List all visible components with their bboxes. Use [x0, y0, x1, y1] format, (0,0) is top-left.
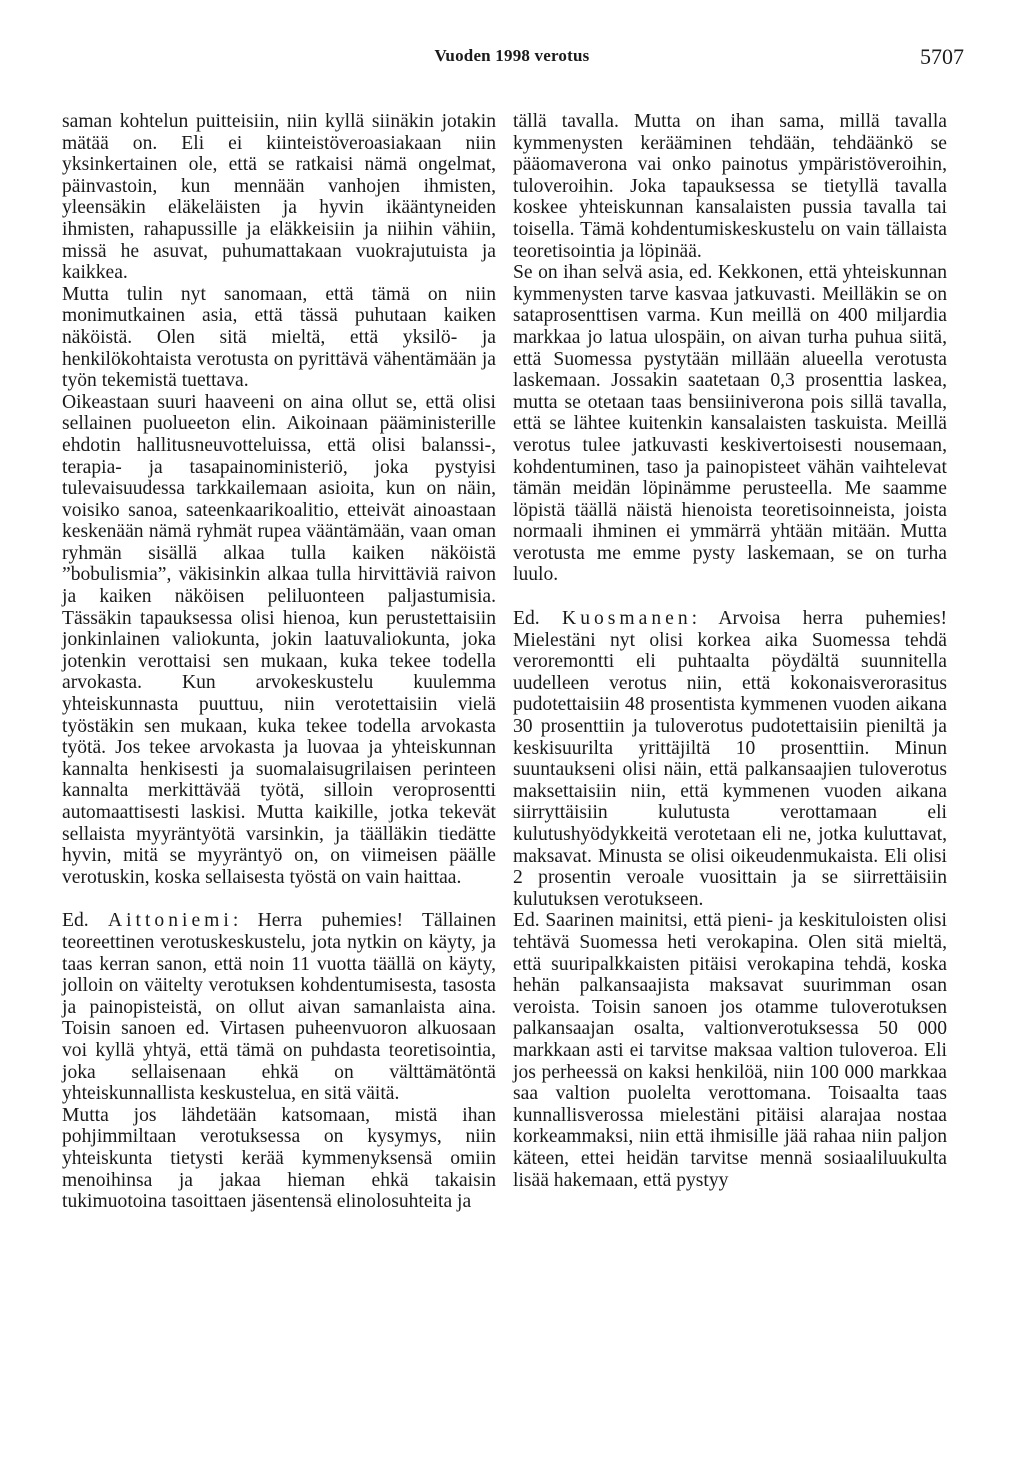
paragraph: saman kohtelun puitteisiin, niin kyllä siinäkin jotakin mätää on. Eli ei kiinteistöveroasiakaan niin yksinkertainen ole, että se ratkaisi nämä ongelmat, päinvastoin, kun mennään vanhojen ihmisten, yleensäkin eläkeläisten ja hyvin ikääntyneiden ihmisten, rahapussille ja eläkkeisiin ja niihin vähiin, missä he asuvat, puhumattakaan vuokrajutuista ja kaikkea. [62, 111, 496, 284]
paragraph: Mutta jos lähdetään katsomaan, mistä ihan pohjimmiltaan verotuksessa on kysymys, niin yhteiskunta tietysti kerää kymmenyksensä omiin menoihinsa ja jakaa hieman ehkä takaisin tukimuotoina tasoittaen jäsentensä elinolosuhteita ja [62, 1104, 496, 1213]
paragraph: Ed. Saarinen mainitsi, että pieni- ja keskituloisten olisi tehtävä Suomessa heti verokapina. Olen sitä mieltä, että suuripalkkaisten pitäisi verokapina tehdä, koska hehän palkansaajista maksavat suurimman osan veroista. Toisin sanoen jos otamme tuloverotuksen palkansaajan osalta, valtionverotuksessa 50 000 markkaan asti ei tarvitse maksaa valtion tuloveroa. Eli jos perheessä on kaksi henkilöä, niin 100 000 markkaa saa valtion puolelta verottomana. Toisaalta taas kunnallisverossa mielestäni pitäisi alarajaa nostaa korkeammaksi, niin että ihmisille jää rahaa niin paljon käteen, ettei heidän tarvitse mennä sosiaaliluukulta lisää hakemaan, että pystyy [513, 910, 947, 1191]
speech-text: : Arvoisa herra puhemies! Mielestäni nyt olisi korkea aika Suomessa tehdä veroremontti eli puhtaalta pöydältä suunnitella uudelleen verotus niin, että kokonaisverorasitus pudotettaisiin 48 prosentista kymmenen vuoden aikana 30 prosenttiin ja tuloverotus pudotettaisiin pieniltä ja keskisuurilta yrittäjiltä 10 prosenttiin. Minun suuntaukseni olisi näin, että palkansaajien tuloverotus maksettaisiin niin, että kymmenen vuoden aikana siirryttäisiin kulutusta verottamaan eli kulutushyödykkeitä verotetaan eli ne, jotka kuluttavat, maksavat. Minusta se olisi oikeudenmukaista. Eli olisi 2 prosentin veroale vuosittain ja se siirrettäisiin kulutuksen verotukseen. [513, 608, 948, 910]
speaker-name: Aittoniemi [107, 910, 233, 932]
speaker-prefix: Ed. [62, 910, 89, 932]
page-number: 5707 [920, 44, 964, 69]
running-title: Vuoden 1998 verotus [434, 46, 590, 65]
speaker-prefix: Ed. [513, 608, 540, 630]
paragraph: Oikeastaan suuri haaveeni on aina ollut se, että olisi sellainen puolueeton elin. Aikoinaan pääministerille ehdotin hallitusneuvotteluissa, että olisi balanssi-, terapia- ja tasapainoministeriö, joka pystyisi tulevaisuudessa tarkkailemaan asioita, kun on näin, voisiko sanoa, sateenkaarikoalitio, etteivät ainoastaan keskenään nämä ryhmät rupea vääntämään, vaan oman ryhmän sisällä alkaa tulla kaiken näköistä ”bobulismia”, väkisinkin alkaa tulla hirvittäviä raivon ja kaiken näköisen peliluonteen paljastumisia. Tässäkin tapauksessa olisi hienoa, kun perustettaisiin jonkinlainen valiokunta, jokin laatuvaliokunta, joka jotenkin verottaisi sen mukaan, kuka tekee todella arvokasta. Kun arvokeskustelu kuulemma yhteiskunnasta puuttuu, niin verotettaisiin vielä työstäkin sen mukaan, kuka tekee todella arvokasta työtä. Jos tekee arvokasta ja luovaa ja yhteiskunnan kannalta henkisesti ja suomalaisugrilaisen perinteen kannalta merkittävää työtä, silloin veroprosentti automaattisesti laskisi. Mutta kaikille, jotka tekevät sellaista myyräntyötä varsinkin, ja täälläkin tiedätte hyvin, mitä se myyräntyö on, on viimeisen päälle verotuskin, koska sellaisesta työstä on vain haittaa. [62, 391, 496, 888]
running-header [0, 44, 1024, 78]
speaker-name: Kuosmanen [562, 608, 692, 630]
paragraph: tällä tavalla. Mutta on ihan sama, millä tavalla kymmenysten kerääminen tehdään, tehdäänkö se pääomaverona vai onko painotus ympäristöveroihin, tuloveroihin. Joka tapauksessa se tietyllä tavalla koskee yhteiskunnan kansalaisten pussia tavalla tai toisella. Tämä kohdentumiskeskustelu on vain tällaista teoretisointia ja löpinää. [513, 111, 947, 262]
paragraph: Mutta tulin nyt sanomaan, että tämä on niin monimutkainen asia, että tässä puhutaan kaiken näköistä. Olen sitä mieltä, että yksilö- ja henkilökohtaista verotusta on pyrittävä vähentämään ja työn tekemistä tuettava. [62, 283, 496, 392]
speech-paragraph [62, 910, 496, 1104]
paragraph-gap [513, 586, 947, 608]
paragraph: Se on ihan selvä asia, ed. Kekkonen, että yhteiskunnan kymmenysten tarve kasvaa jatkuvasti. Meilläkin se on sataprosenttisen varma. Kun meillä on 400 miljardia markkaa jo latua ulospäin, on aivan turha puhua siitä, että Suomessa pystytään millään alueella verotusta laskemaan. Jossakin saatetaan 0,3 prosenttia laskea, mutta se otetaan taas bensiiniverona pois sillä tavalla, että se lähtee kuitenkin kansalaisten taskuista. Meillä verotus tulee jatkuvasti keskivertoisesti nousemaan, kohdentuminen, taso ja painopisteet vähän vaihtelevat tämän meidän löpinämme perusteella. Me saamme löpistä täällä näistä hienoista teoretisoinneista, joista normaali ihminen ei ymmärrä yhtään mitään. Mutta verotusta me emme pysty laskemaan, se on turha luulo. [513, 262, 947, 586]
paragraph-gap [62, 888, 496, 910]
speech-paragraph [513, 608, 947, 910]
right-column [513, 111, 947, 1191]
left-column [62, 111, 496, 1213]
speech-text: : Herra puhemies! Tällainen teoreettinen verotuskeskustelu, jota nytkin on käyty, ja taas kerran sanon, että noin 11 vuotta täällä on käyty, jolloin on väitelty verotuksen kohdentumisesta, tasosta ja painopisteistä, on ollut aivan samanlaista aina. Toisin sanoen ed. Virtasen puheenvuoron alkuosaan voi kyllä yhtyä, että tämä on puhdasta teoretisointia, joka sellaisenaan ehkä on välttämätöntä yhteiskunnallista keskustelua, en sitä väitä. [62, 910, 496, 1105]
